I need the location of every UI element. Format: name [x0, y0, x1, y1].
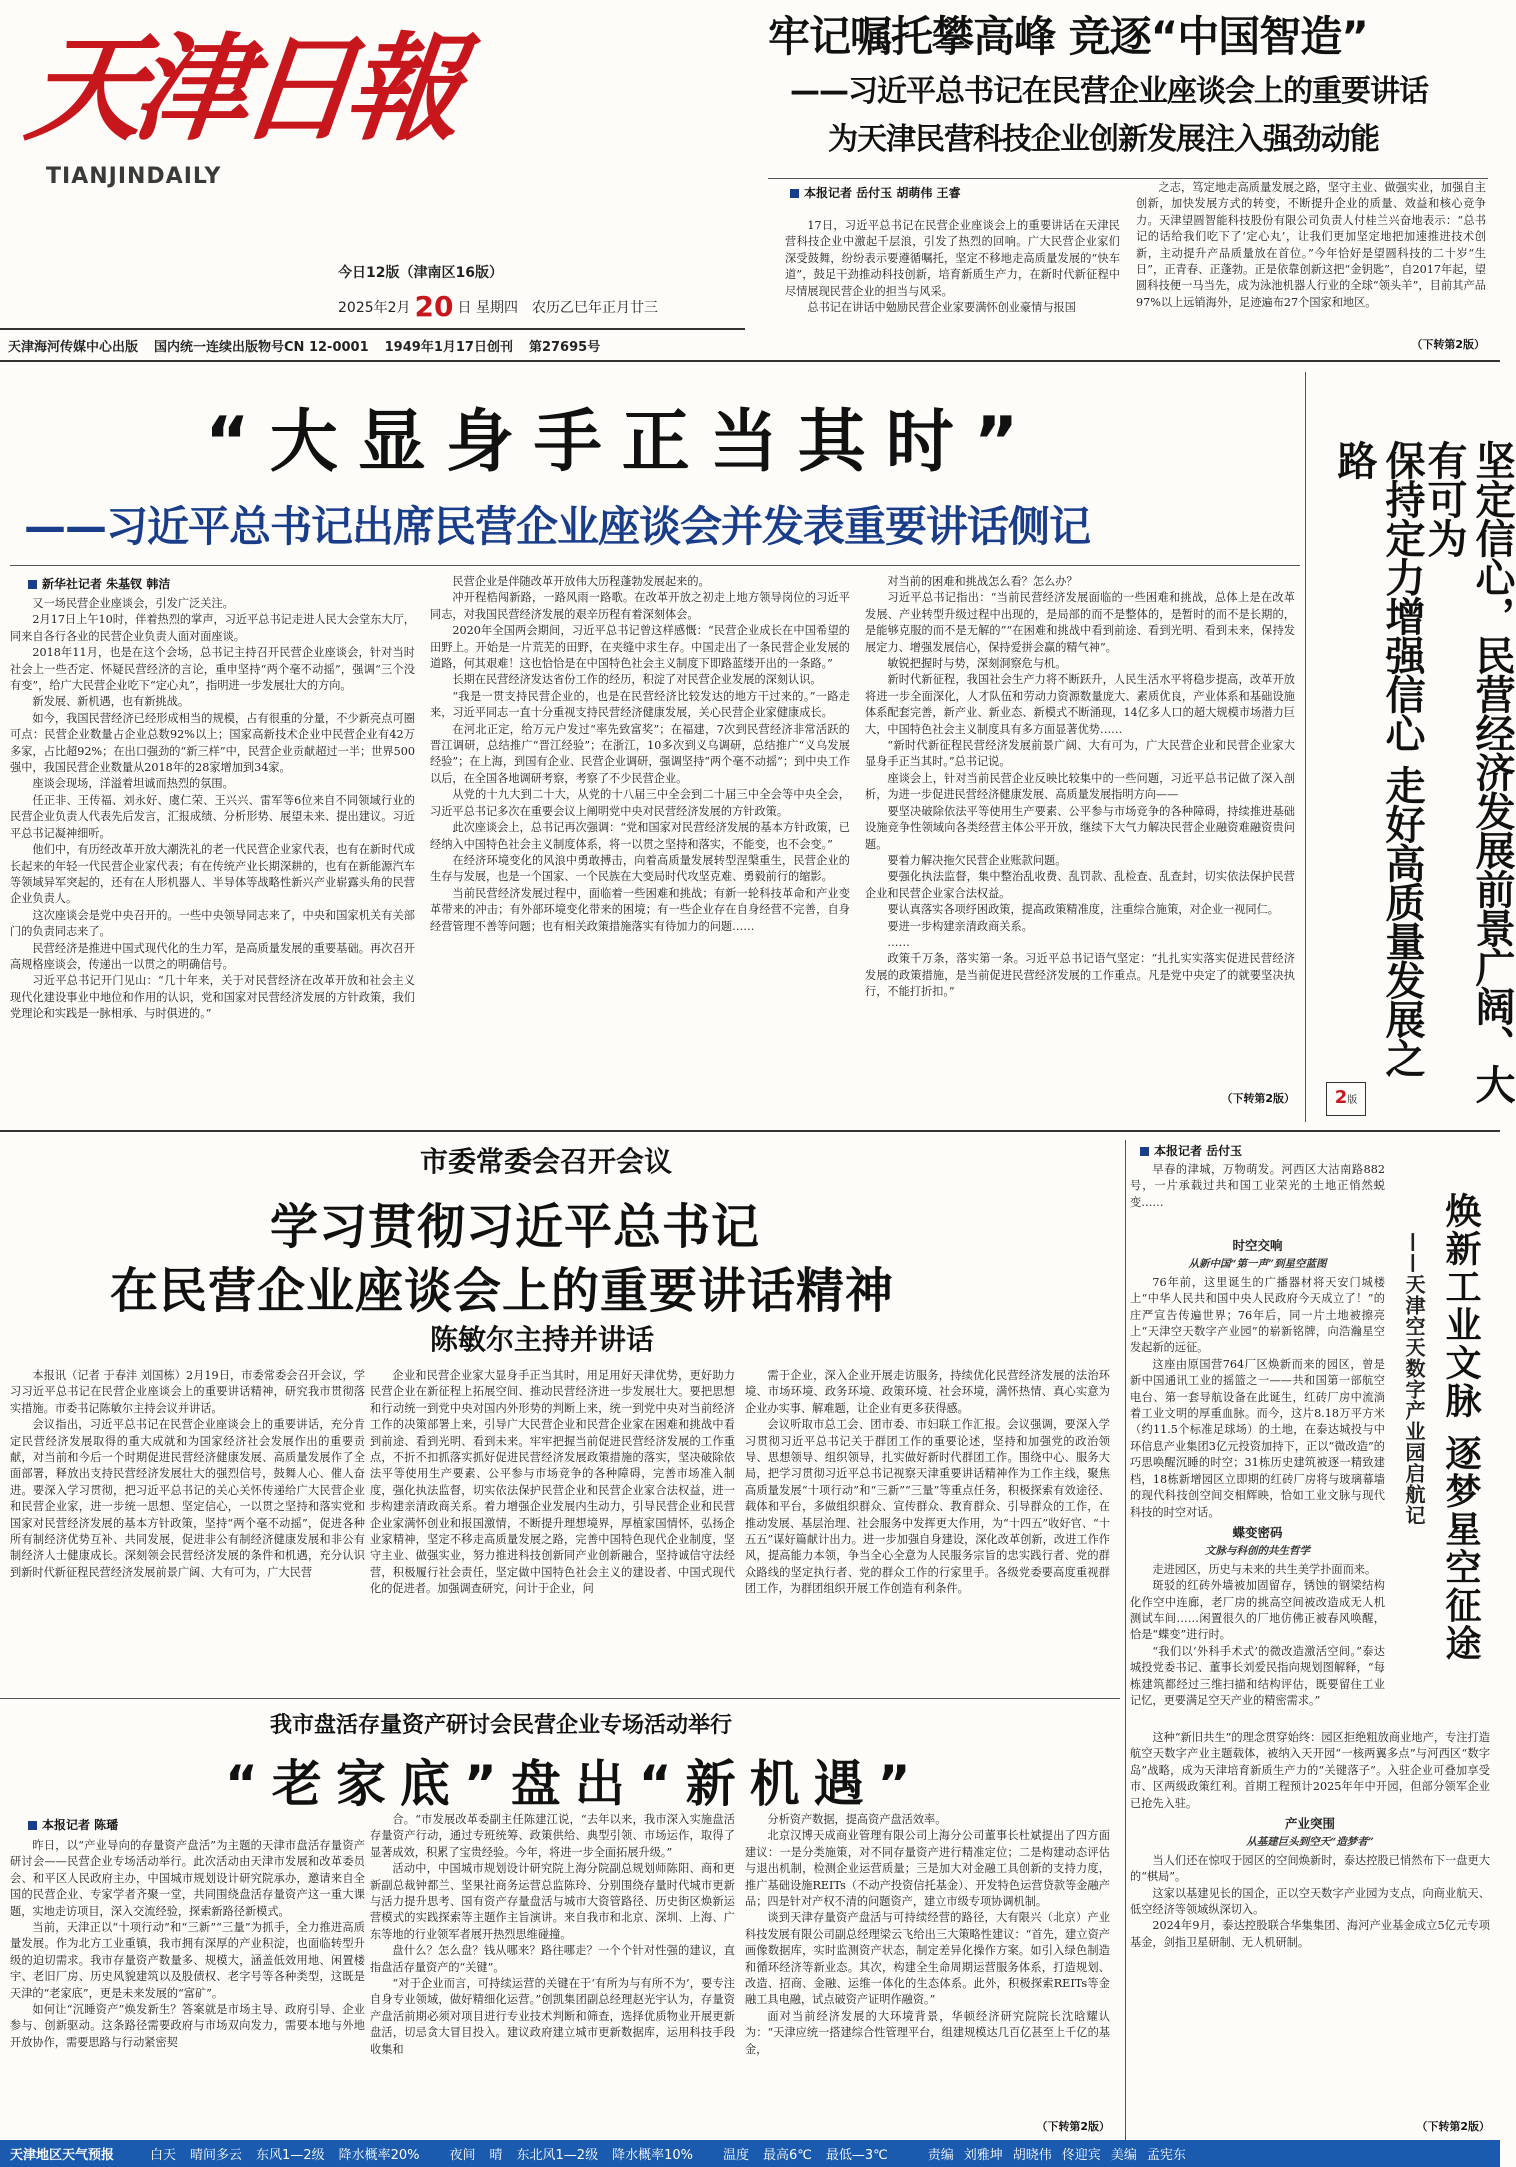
founding-date: 1949年1月17日创刊	[384, 340, 513, 355]
committee-presider: 陈敏尔主持并讲话	[430, 1323, 655, 1356]
paragraph: 17日，习近平总书记在民营企业座谈会上的重要讲话在天津民营科技企业中激起千层浪，引发了热烈的回响。广大民营企业家们深受鼓舞，纷纷表示要遵循嘱托，坚定不移地走高质量发展的“快车道”，鼓足干劲推动科技创新，培育新质生产力，在新时代新征程中尽情展现民营企业的担当与风采。	[785, 219, 1120, 298]
paragraph: 民营经济是推进中国式现代化的生力军，是高质量发展的重要基础。再次召开高规格座谈会，传递出一以贯之的明确信号。	[10, 941, 415, 971]
date-line	[338, 290, 658, 323]
paragraph: 早春的津城，万物萌发。河西区大沽南路882号，一片承载过共和国工业荣光的土地正悄然蜕变……	[1130, 1163, 1385, 1209]
editor-name: 佟迎宾	[1061, 2148, 1101, 2163]
paragraph: 企业和民营企业家大显身手正当其时，用足用好天津优势，更好助力民营企业在新征程上拓展空间、推动民营经济进一步发展壮大。要把思想和行动统一到党中央对国内外形势的判断上来，统一到党中央对当前经济工作的决策部署上来，引导广大民营企业和民营企业家在困难和挑战中看到前途、看到光明、看到未来。牢牢把握当前促进民营经济发展的工作重点，不折不扣抓落实抓好促进民营经济发展政策措施的落实，坚决破除依法平等使用生产要素、公平参与市场竞争的各种障碍，完善市场准入制度，强化执法监督，切实依法保护民营企业和民营企业家合法权益，进一步构建亲清政商关系。着力增强企业发展内生动力，引导民营企业和民营企业家满怀创业和报国激情，不断提升理想境界，厚植家国情怀，弘扬企业家精神，坚定不移走高质量发展之路，完善中国特色现代企业制度，坚守主业、做强实业，努力推进科技创新同产业创新融合，坚持诚信守法经营，积极履行社会责任，坚定做中国特色社会主义的建设者、中国式现代化的促进者。加强调查研究，问计于企业，问	[370, 1369, 735, 1596]
paragraph: 习近平总书记指出：“当前民营经济发展面临的一些困难和挑战，总体上是在改革发展、产业转型升级过程中出现的，是局部的而不是整体的，是暂时的而不是长期的，是能够克服的而不是无解的”“在困难和挑战中看到前途、看到光明、看到未来，保持发展定力、增强发展信心，保持爱拼会赢的精气神”。	[865, 591, 1295, 654]
paragraph: 如何让“沉睡资产”焕发新生？答案就是市场主导、政府引导、企业参与、创新驱动。这条路径需要政府与市场双向发力，需要本地与外地开放协作，需要思路与行动紧密契	[10, 2003, 365, 2049]
paragraph: 这座由原国营764厂区焕新而来的园区，曾是新中国通讯工业的摇篮之一——共和国第一部航空电台、第一套导航设备在此诞生，红砖厂房中流淌着工业文明的厚重血脉。而今，这片8.18万平方米（约11.5个标准足球场）的土地，在泰达城投与中环信息产业集团3亿元投资加持下，正以“微改造”的巧思唤醒沉睡的时空；31栋历史建筑被逐一精致建档，18栋新增园区立即期的红砖厂房将与玻璃幕墙的现代科技创空间交相辉映，恰如工业文脉与现代科技的时空对话。	[1130, 1357, 1385, 1519]
paragraph: 这种“新旧共生”的理念贯穿始终：园区拒绝粗放商业地产，专注打造航空天数字产业主题载体，被纳入天开园“一核两翼多点”与河西区“数字岛”战略，成为天津培育新质生产力的“关键落子”。入驻企业可叠加享受市、区两级政策红利。首期工程预计2025年年中开园，但部分领军企业已抢先入驻。	[1130, 1731, 1490, 1810]
paragraph: 又一场民营企业座谈会，引发广泛关注。	[32, 597, 234, 610]
top-story-byline: 本报记者 岳付玉 胡萌伟 王睿	[790, 184, 961, 201]
lead-col-2	[430, 574, 850, 1102]
page-ref-number: 2	[1334, 1087, 1348, 1108]
weather-temp-label: 温度	[722, 2148, 749, 2163]
lead-col-3	[865, 574, 1295, 1086]
section-heading: 时空交响	[1232, 1238, 1283, 1253]
industrial-continued: （下转第2版）	[1416, 2120, 1490, 2133]
top-story-col-2	[1136, 180, 1486, 336]
paragraph: 谈到天津存量资产盘活与可持续经营的路径，大有限兴（北京）产业科技发展有限公司副总经理梁云飞给出三大策略性建议：“首先，建立资产画像数据库，实时监测资产状态，制定差异化操作方案。如引入绿色制造和循环经济等新业态。其次，构建全生命周期运营服务体系，打造规划、改造、招商、金融、运维一体化的生态体系。此外，积极探索REITs等金融工具电融，试点破资产证明作融资。”	[745, 1911, 1110, 2007]
paragraph: 在经济环境变化的风浪中勇敢搏击，向着高质量发展转型涅槃重生，民营企业的生存与发展，也是一个国家、一个民族在大变局时代攻坚克难、勇毅前行的缩影。	[430, 853, 850, 884]
paragraph: “新时代新征程民营经济发展前景广阔、大有可为，广大民营企业和民营企业家大显身手正当其时。”总书记说。	[865, 739, 1295, 769]
paragraph: 北京汉博天成商业管理有限公司上海分公司董事长杜斌提出了四方面建议：一是分类施策，对不同存量资产进行精准定位；二是构建动态评估与退出机制，检测企业运营质量；三是加大对金融工具创新的支持力度，推广基础设施REITs（不动产投资信托基金）、开发特色运营贷款等金融产品；四是针对产权不清的问题资产，建立市级专项协调机制。	[745, 1829, 1110, 1909]
paragraph: 此次座谈会上，总书记再次强调：“党和国家对民营经济发展的基本方针政策，已经纳入中国特色社会主义制度体系，将一以贯之坚持和落实，不能变，也不会变。”	[430, 821, 850, 851]
weather-temp-high: 最高6℃	[763, 2148, 812, 2163]
assets-col-2	[370, 1812, 735, 2136]
paragraph: 需于企业，深入企业开展走访服务，持续优化民营经济发展的法治环境、市场环境、政务环境、政策环境、社会环境，满怀热情、真心实意为企业办实事、解难题，让企业有更多获得感。	[745, 1369, 1110, 1415]
industrial-intro	[1130, 1162, 1385, 1232]
paragraph: 要认真落实各项纾困政策，提高政策精准度，注重综合施策，对企业一视同仁。	[887, 903, 1279, 917]
section-heading: 蝶变密码	[1232, 1524, 1283, 1540]
paragraph: 座谈会上，针对当前民营企业反映比较集中的一些问题，习近平总书记做了深入剖析，为进一步促进民营经济健康发展、高质量发展指明方向——	[865, 771, 1295, 802]
paragraph: 活动中，中国城市规划设计研究院上海分院副总规划师陈阳、商和更新副总裁钟都兰、坚果社商务运营总监陈玲、分别围绕存量时代城市更新与活力提升思考、国有资产存量盘活与城市大资管路径、历史街区焕新运营模式的实践探索等主题作主旨演讲。来自我市和北京、深圳、上海、广东等地的行业领军者展开热烈思维碰撞。	[370, 1862, 735, 1941]
masthead-logo	[20, 14, 468, 199]
paragraph: 昨日，以“产业导向的存量资产盘活”为主题的天津市盘活存量资产研讨会——民营企业专场活动举行。此次活动由天津市发展和改革委员会、和平区人民政府主办，中国城市规划设计研究院承办，邀请来自全国的民营企业、专家学者齐聚一堂，共同围绕盘活存量资产这一重大课题，实地走访项目，深入交流经验，探索新路径新模式。	[10, 1839, 365, 1918]
weather-day: 白天	[150, 2148, 177, 2163]
weather-day-condition: 晴间多云	[190, 2148, 243, 2163]
paragraph: 面对当前经济发展的大环境背景，华顿经济研究院院长沈晗耀认为：“天津应统一搭建综合性管理平台，组建规模达几百亿甚至上千亿的基金，	[745, 2009, 1110, 2056]
assets-kicker: 我市盘活存量资产研讨会民营企业专场活动举行	[270, 1713, 733, 1738]
top-story-continued: （下转第2版）	[1411, 338, 1485, 351]
top-story-col-1	[785, 218, 1120, 354]
commentary-line-1: 坚定信心，民营经济发展前景广阔、大有可为	[1421, 440, 1515, 1103]
industrial-subtitle: ——天津空天数字产业园启航记	[1402, 1232, 1426, 1526]
paragraph: 从党的十九大到二十大，从党的十八届三中全会到二十届三中全会等中央全会，习近平总书记多次在重要会议上阐明党中央对民营经济发展的方针政策。	[430, 788, 850, 818]
paragraph: 会议指出，习近平总书记在民营企业座谈会上的重要讲话，充分肯定民营经济发展取得的重大成就和为国家经济社会发展作出的重要贡献，对当前和今后一个时期促进民营经济健康发展、高质量发展作了全面部署，释放出支持民营经济发展壮大的强烈信号，鼓舞人心、催人奋进。要深入学习贯彻，把习近平总书记的关心关怀传递给广大民营企业和民营企业家，进一步统一思想、坚定信心，一以贯之坚持和落实党和国家对民营经济发展的基本方针政策，坚持“两个毫不动摇”，促进各种所有制经济优势互补、共同发展，促进非公有制经济健康发展和非公有制经济人士健康成长。深刻领会民营经济发展的条件和机遇，充分认识到新时代新征程民营经济发展前景广阔、大有可为，广大民营	[10, 1418, 365, 1579]
committee-col-2	[370, 1368, 735, 1692]
industrial-title: 焕新工业文脉 逐梦星空征途	[1440, 1192, 1481, 1663]
paragraph: 2024年9月，泰达控股联合华集集团、海河产业基金成立5亿元专项基金，剑指卫星研制、无人机研制。	[1130, 1919, 1490, 1949]
paragraph: 本报讯（记者 于春沣 刘国栋）2月19日，市委常委会召开会议，学习习近平总书记在民营企业座谈会上的重要讲话精神，研究我市贯彻落实措施。市委书记陈敏尔主持会议并讲话。	[10, 1369, 365, 1415]
edition-info: 今日12版（津南区16版）	[338, 265, 503, 281]
paragraph: 盘什么？怎么盘？钱从哪来？路往哪走？一个个针对性强的建议，直指盘活存量资产的“关键”。	[370, 1944, 735, 1974]
top-story-headline: 牢记嘱托攀高峰 竞逐“中国智造”	[768, 12, 1368, 61]
lead-continued: （下转第2版）	[1221, 1092, 1295, 1105]
assets-headline: “老家底”盘出“新机遇”	[225, 1755, 925, 1813]
paragraph: 如今，我国民营经济已经形成相当的规模，占有很重的分量，不少新亮点可圈可点：民营企业数量占企业总数92%以上；国家高新技术企业中民营企业有42万多家，占比超92%；在出口强劲的“新三样”中，民营企业贡献超过一半；世界500强中，我国民营企业数量从2018年的28家增加到34家。	[10, 711, 415, 775]
editor-label: 责编	[927, 2148, 954, 2163]
weather-label: 天津地区天气预报	[10, 2148, 115, 2163]
date-prefix: 2025年2月	[338, 300, 411, 316]
weather-night-wind: 东北风1—2级	[516, 2148, 599, 2163]
date-day: 20	[414, 290, 454, 323]
paragraph: 分析资产数据，提高资产盘活效率。	[767, 1813, 947, 1826]
lead-col-1	[10, 596, 415, 1094]
weather-temp-low: 最低—3℃	[825, 2148, 888, 2163]
paragraph: 要着力解决拖欠民营企业账款问题。	[887, 853, 1067, 867]
paragraph: 总书记在讲话中勉励民营企业家要满怀创业豪情与报国	[807, 301, 1076, 315]
paragraph: 走进园区，历史与未来的共生美学扑面而来。	[1152, 1562, 1377, 1576]
paragraph: 要进一步构建亲清政商关系。	[887, 919, 1033, 933]
paragraph: 这家以基建见长的国企，正以空天数字产业园为支点，向商业航天、低空经济等领域纵深切入。	[1130, 1886, 1490, 1917]
committee-col-1	[10, 1368, 365, 1692]
assets-continued: （下转第2版）	[1036, 2120, 1110, 2133]
designer-name: 孟宪东	[1146, 2148, 1186, 2163]
paragraph: 任正非、王传福、刘永好、虞仁荣、王兴兴、雷军等6位来自不同领域行业的民营企业负责人代表先后发言，汇报成绩、分析形势、展望未来、提出建议。习近平总书记凝神细听。	[10, 793, 415, 840]
weather-night-condition: 晴	[489, 2148, 503, 2163]
paragraph: 2020年全国两会期间，习近平总书记曾这样感慨：“民营企业成长在中国希望的田野上。开始是一片荒芜的田野，在夹缝中求生存。中国走出了一条民营企业发展的道路，何其艰难！这也恰恰是在中国特色社会主义制度下即路蓝缕开出的一条路。”	[430, 624, 850, 671]
publisher: 天津海河传媒中心出版	[8, 340, 139, 355]
paragraph: 敏锐把握时与势，深刻洞察危与机。	[887, 657, 1067, 671]
designer-label: 美编	[1110, 2148, 1137, 2163]
paragraph: ……	[887, 935, 910, 949]
assets-col-3	[745, 1812, 1110, 2118]
industrial-byline: 本报记者 岳付玉	[1140, 1142, 1242, 1159]
commentary-page-ref	[1326, 1082, 1366, 1116]
paragraph: 民营企业是伴随改革开放伟大历程蓬勃发展起来的。	[452, 575, 710, 588]
weather-bar	[0, 2140, 1500, 2167]
masthead-title: 天津日報	[20, 21, 460, 157]
paragraph: 政策千万条，落实第一条。习近平总书记语气坚定：“扎扎实实落实促进民营经济发展的政策措施，是当前促进民营经济发展的工作重点。凡是党中央定了的就要坚决执行，不能打折扣。”	[865, 952, 1295, 999]
paragraph: 要强化执法监督，集中整治乱收费、乱罚款、乱检查、乱查封，切实依法保护民营企业和民营企业家合法权益。	[865, 870, 1295, 900]
top-story-subhead: ——习近平总书记在民营企业座谈会上的重要讲话	[790, 74, 1428, 109]
serial-number: 国内统一连续出版物号CN 12-0001	[154, 340, 369, 355]
section-subheading: 文脉与科创的共生哲学	[1205, 1545, 1310, 1558]
assets-col-1	[10, 1838, 365, 2136]
issue-number: 第27695号	[528, 340, 601, 355]
paragraph: 会议听取市总工会、团市委、市妇联工作汇报。会议强调，要深入学习贯彻习近平总书记关于群团工作的重要论述，坚持和加强党的政治领导、思想领导、组织领导，扎实做好新时代群团工作。围绕中心、服务大局，把学习贯彻习近平总书记视察天津重要讲话精神作为工作主线，聚焦高质量发展“十项行动”和“三新”“三量”等重点任务，积极探索有效途径、载体和平台，多做组织群众、宣传群众、教育群众、引导群众的工作，在推动发展、基层治理、社会服务中发挥更大作用，为“十四五”收好官、“十五五”谋好篇献计出力。进一步加强自身建设，深化改革创新，改进工作作风，提高能力本领，争当全心全意为人民服务宗旨的忠实践行者、党的群众路线的坚定执行者、党的群众工作的行家里手。各级党委要高度重视群团工作，为群团组织开展工作创造有利条件。	[745, 1418, 1110, 1596]
paragraph: 冲开程梏闯新路，一路风雨一路歌。在改革开放之初走上地方领导岗位的习近平同志，对我国民营经济发展的艰辛历程有着深刻体会。	[430, 591, 850, 621]
paragraph: 对当前的困难和挑战怎么看？怎么办？	[887, 575, 1078, 588]
main-headline: “大显身手正当其时”	[205, 403, 1039, 482]
commentary-line-2: 保持定力增强信心 走好高质量发展之路	[1331, 440, 1425, 1077]
industrial-body-wide	[1130, 1730, 1490, 2120]
paragraph: 要坚决破除依法平等使用生产要素、公平参与市场竞争的各种障碍，持续推进基础设施竞争性领域向各类经营主体公平开放，继续下大气力解决民营企业融资难融资贵问题。	[865, 804, 1295, 851]
masthead-pinyin: TIANJINDAILY	[46, 164, 222, 189]
paragraph: 当前，天津正以“十项行动”和“三新”“三量”为抓手，全力推进高质量发展。作为北方工业重镇，我市拥有深厚的产业积淀，也面临转型升级的迫切需求。我市存量资产数量多、规模大，涵盖低效用地、闲置楼宇、老旧厂房、历史风貌建筑以及股债权、老字号等各种类型，这既是天津的“老家底”，更是未来发展的“富矿”。	[10, 1921, 365, 2000]
paragraph: 2月17日上午10时，伴着热烈的掌声，习近平总书记走进人民大会堂东大厅，同来自各行各业的民营企业负责人面对面座谈。	[10, 613, 415, 643]
paragraph: “我们以‘外科手术式’的微改造激活空间。”泰达城投党委书记、董事长刘爱民指向规划图解释，“每栋建筑都经过三维扫描和结构评估，既要留住工业记忆，更要满足空天产业的精密需求。”	[1130, 1644, 1385, 1707]
weather-day-precip: 降水概率20%	[338, 2148, 420, 2163]
top-story-subhead-2: 为天津民营科技企业创新发展注入强劲动能	[828, 122, 1379, 157]
date-suffix: 日 星期四 农历乙巳年正月廿三	[457, 300, 658, 316]
section-subheading: 从基建巨头到空天“造梦者”	[1246, 1836, 1374, 1849]
weather-night: 夜间	[449, 2148, 476, 2163]
committee-kicker: 市委常委会召开会议	[420, 1145, 673, 1178]
page-ref-suffix: 版	[1347, 1095, 1358, 1106]
paragraph: 之志，笃定地走高质量发展之路，坚守主业、做强实业，加强自主创新，加快发展方式的转变，不断提升企业的质量、效益和核心竞争力。天津望圆智能科技股份有限公司负责人付桂兰兴奋地表示：“总书记的话给我们吃下了‘定心丸’，让我们更加坚定地把加速推进技术创新，主动提升产品质量放在首位。”今年恰好是望圆科技的二十岁“生日”，正青春、正蓬勃。正是依靠创新这把“金钥匙”，自2017年起，望圆科技便一马当先，成为泳池机器人行业的全球“领头羊”，目前其产品97%以上远销海外，足迹遍布27个国家和地区。	[1136, 181, 1486, 309]
paragraph: 他们中，有历经改革开放大潮洗礼的老一代民营企业家代表，也有在新时代成长起来的年轻一代民营企业家代表；有在传统产业长期深耕的，也有在新能源汽车等领域异军突起的，还有在人形机器人、半导体等战略性新兴产业崭露头角的民营企业负责人。	[10, 843, 415, 906]
committee-headline-2: 在民营企业座谈会上的重要讲话精神	[110, 1263, 895, 1319]
paragraph: 新发展、新机遇，也有新挑战。	[32, 695, 190, 709]
weather-day-wind: 东风1—2级	[256, 2148, 325, 2163]
committee-col-3	[745, 1368, 1110, 1692]
paragraph: 合。“市发展改革委副主任陈建江说，“去年以来，我市深入实施盘活存量资产行动，通过专班统筹、政策供给、典型引领、市场运作，取得了显著成效，积累了宝贵经验。今年，将进一步全面拓展升级。”	[370, 1813, 735, 1859]
publication-info	[8, 336, 600, 355]
section-heading: 产业突围	[1284, 1816, 1335, 1832]
paragraph: 当人们还在惊叹于园区的空间焕新时，泰达控股已悄然布下一盘更大的“棋局”。	[1130, 1853, 1490, 1884]
paragraph: 新时代新征程，我国社会生产力将不断跃升，人民生活水平将稳步提高，改革开放将进一步全面深化，人才队伍和劳动力资源数量庞大、素质优良，产业体系和基础设施体系配套完善，新产业、新业态、新模式不断涌现，14亿多人口的超大规模市场潜力巨大，中国特色社会主义制度具有多方面显著优势……	[865, 673, 1295, 736]
weather-night-precip: 降水概率10%	[612, 2148, 693, 2163]
committee-headline-1: 学习贯彻习近平总书记	[270, 1199, 761, 1255]
paragraph: 当前民营经济发展过程中，面临着一些困难和挑战；有新一轮科技革命和产业变革带来的冲击；有外部环境变化带来的困境；有一些企业存在自身经营不完善，自身经营管理不善等问题；也有相关政策措施落实有待加力的问题……	[430, 886, 850, 933]
paragraph: 2018年11月，也是在这个会场，总书记主持召开民营企业座谈会，针对当时社会上一些否定、怀疑民营经济的言论，重申坚持“两个毫不动摇”，强调“三个没有变”，给广大民营企业吃下“定心丸”，指明进一步发展壮大的方向。	[10, 646, 415, 693]
paragraph: 习近平总书记开门见山：“几十年来，关于对民营经济在改革开放和社会主义现代化建设事业中地位和作用的认识，党和国家对民营经济发展的方针政策，我们党理论和实践是一脉相承、与时俱进的。”	[10, 974, 415, 1021]
paragraph: 76年前，这里诞生的广播器材将天安门城楼上“中华人民共和国中央人民政府今天成立了！”的庄严宣告传遍世界；76年后，同一片土地被擦亮上“天津空天数字产业园”的崭新铭牌，向浩瀚星空发起新的远征。	[1130, 1275, 1385, 1355]
editor-name: 胡晓伟	[1012, 2148, 1052, 2163]
paragraph: 长期在民营经济发达省份工作的经历，积淀了对民营企业发展的深刻认识。	[452, 673, 822, 687]
section-subheading: 从新中国“第一声”到星空蓝图	[1188, 1258, 1327, 1271]
assets-byline: 本报记者 陈璠	[28, 1816, 118, 1833]
main-subhead: ——习近平总书记出席民营企业座谈会并发表重要讲话侧记	[24, 502, 1091, 551]
editor-name: 刘雅坤	[963, 2148, 1003, 2163]
paragraph: 这次座谈会是党中央召开的。一些中央领导同志来了，中央和国家机关有关部门的负责同志来了。	[10, 908, 415, 939]
paragraph: 在河北正定，给万元户发过“率先致富奖”；在福建，7次到民营经济非常活跃的晋江调研，总结推广“晋江经验”；在浙江，10多次到义乌调研，总结推广“义乌发展经验”；在上海，到国有企业、民营企业调研，强调坚持“两个毫不动摇”；到中央工作以后，在全国各地调研考察，考察了不少民营企业。	[430, 722, 850, 785]
paragraph: “对于企业而言，可持续运营的关键在于‘有所为与有所不为’，要专注自身专业领域，做好精细化运营。”创凯集团副总经理赵光宇认为，存量资产盘活前期必须对项目进行专业技术判断和筛查，选择优质物业开展更新盘活，切忌贪大冒目投入。建议政府建立城市更新数据库，运用科技手段收集和	[370, 1977, 735, 2056]
paragraph: 座谈会现场，洋溢着坦诚而热烈的氛围。	[32, 777, 234, 791]
paragraph: 斑驳的红砖外墙被加固留存，锈蚀的钢梁结构化作空中连廊，老厂房的挑高空间被改造成无人机测试车间……闲置很久的厂地仿佛正被春风唤醒，恰是“蝶变”进行时。	[1130, 1579, 1385, 1642]
lead-byline: 新华社记者 朱基钗 韩洁	[28, 575, 170, 592]
paragraph: “我是一贯支持民营企业的，也是在民营经济比较发达的地方干过来的。”一路走来，习近平同志一直十分重视支持民营经济健康发展，关心民营企业家健康成长。	[430, 689, 850, 720]
